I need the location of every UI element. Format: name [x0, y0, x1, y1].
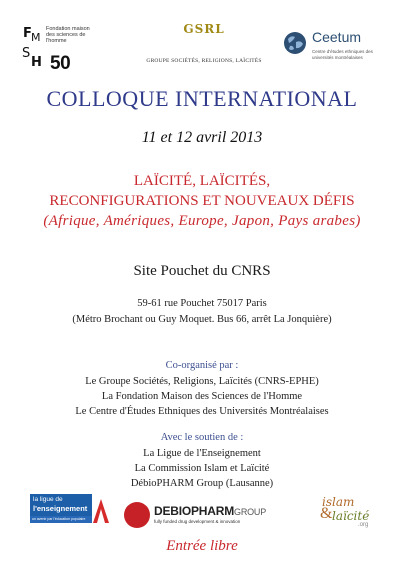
ligue-logo-line1: la ligue de — [33, 496, 63, 503]
islam-word: islam — [322, 495, 355, 509]
ceetum-logo — [282, 28, 382, 68]
supporter-item: La Ligue de l'Enseignement — [143, 448, 261, 459]
debiopharm-group: GROUP — [234, 507, 267, 517]
venue-name: Site Pouchet du CNRS — [133, 263, 271, 279]
theme-line-1: LAÏCITÉ, LAÏCITÉS, — [133, 173, 271, 189]
ligue-enseignement-logo — [30, 494, 110, 528]
svg-text:H: H — [31, 55, 42, 70]
theme-line-2: RECONFIGURATIONS ET NOUVEAUX DÉFIS — [49, 193, 355, 209]
gsrl-title: GSRL — [183, 22, 225, 36]
svg-text:F: F — [23, 26, 32, 41]
svg-text:M: M — [31, 31, 41, 44]
organizer-item: Le Groupe Sociétés, Religions, Laïcités (CNRS-EPHE) — [85, 376, 319, 387]
debiopharm-tagline: fully funded drug development & innovation — [154, 519, 241, 524]
ampersand: & — [320, 505, 333, 522]
supporter-item: La Commission Islam et Laïcité — [134, 463, 270, 474]
fmsh-logo-text: Fondation maison des sciences de l'homme — [46, 26, 90, 44]
islam-laicite-logo — [318, 495, 380, 535]
theme-regions: (Afrique, Amériques, Europe, Japon, Pays arabes) — [43, 213, 361, 229]
fmsh-letters-icon — [22, 24, 44, 70]
organizer-item: Le Centre d'Études Ethniques des Universités Montréalaises — [75, 406, 329, 417]
page-title: COLLOQUE INTERNATIONAL — [46, 86, 358, 111]
ceetum-subtitle: Centre d'études ethniques des universités montréalaises — [312, 49, 373, 60]
ligue-logo-line2: l'enseignement — [33, 504, 88, 513]
fmsh-logo — [22, 24, 102, 74]
soutien-label: Avec le soutien de : — [160, 432, 244, 443]
gsrl-subtitle: GROUPE SOCIÉTÉS, RELIGIONS, LAÏCITÉS — [146, 58, 262, 64]
ligue-mark-icon — [92, 497, 110, 523]
entree-libre: Entrée libre — [166, 538, 238, 554]
ligue-logo-tagline: un avenir par l'éducation populaire — [32, 517, 86, 521]
event-dates: 11 et 12 avril 2013 — [141, 129, 263, 146]
ceetum-name: Ceetum — [312, 29, 362, 45]
globe-icon — [282, 30, 308, 56]
org-suffix: .org — [358, 522, 369, 528]
laicite-word: laïcité — [332, 509, 370, 523]
debiopharm-circle-icon — [124, 502, 150, 528]
organizer-item: La Fondation Maison des Sciences de l'Homme — [101, 391, 303, 402]
svg-text:S: S — [22, 46, 31, 61]
debiopharm-name — [154, 504, 266, 518]
venue-address: 59-61 rue Pouchet 75017 Paris — [137, 298, 267, 309]
coorganise-label: Co-organisé par : — [165, 360, 239, 371]
venue-transport: (Métro Brochant ou Guy Moquet. Bus 66, arrêt La Jonquière) — [72, 314, 332, 325]
supporter-item: DébioPHARM Group (Lausanne) — [130, 478, 274, 489]
fmsh-logo-number: 50 — [50, 53, 71, 74]
debiopharm-logo — [124, 502, 294, 530]
debiopharm-name-text: DEBIOPHARM — [154, 504, 235, 518]
gsrl-logo — [140, 22, 268, 64]
